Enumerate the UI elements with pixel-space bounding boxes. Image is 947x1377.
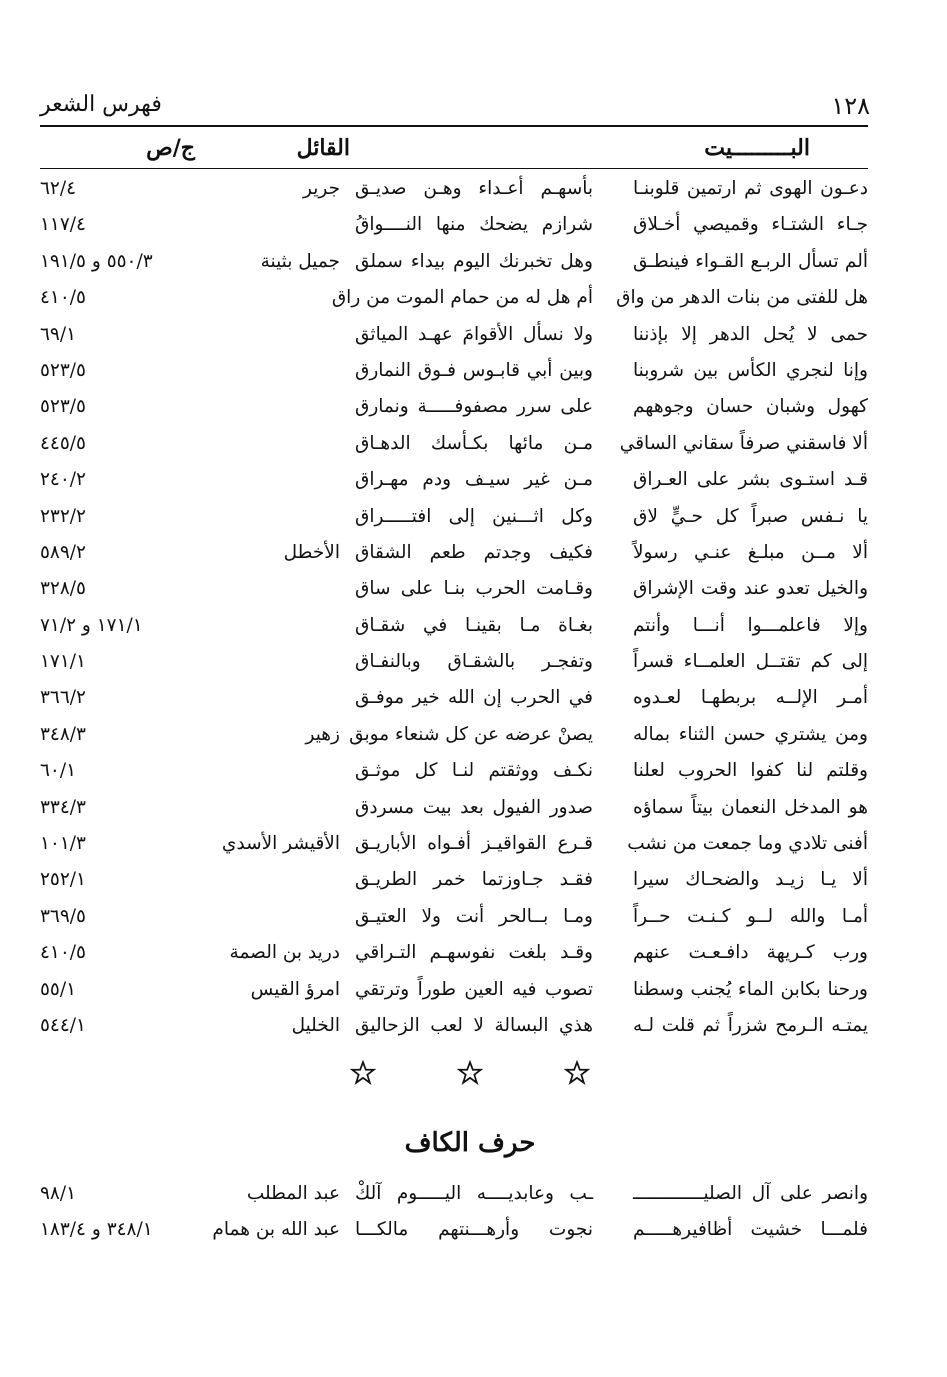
verse-first-hemistich: وانصر على آل الصليـــــــــــــ bbox=[633, 1183, 868, 1204]
verse-second-hemistich: وبين أبي قابـوس فـوق النمارق bbox=[355, 359, 593, 381]
volume-page-reference: ٣٢٨/٥ bbox=[40, 578, 86, 600]
verse-first-hemistich: وإلا فاعلمـــوا أنـــا وأنتم bbox=[633, 614, 868, 636]
table-row bbox=[40, 390, 868, 426]
verse-first-hemistich: دعـون الهوى ثم ارتمين قلوبنـا bbox=[633, 178, 868, 199]
table-row bbox=[40, 791, 868, 827]
verse-second-hemistich: فكيف وجدتم طعم الشقاق bbox=[355, 541, 593, 563]
volume-page-reference: ٥٥/١ bbox=[40, 978, 77, 1000]
running-title: فهرس الشعر bbox=[40, 92, 162, 117]
volume-page-reference: ٥٥٠/٣ و ١٩١/٥ bbox=[40, 250, 153, 272]
verse-second-hemistich: نجوت وأرهـــنتهم مالكـــا bbox=[355, 1219, 593, 1241]
volume-page-reference: ٣٦٩/٥ bbox=[40, 905, 86, 927]
table-row bbox=[40, 827, 868, 863]
verse-first-hemistich: قـد استـوى بشر على العـراق bbox=[633, 469, 868, 491]
table-row bbox=[40, 354, 868, 390]
star-icon bbox=[457, 1060, 483, 1086]
verse-second-hemistich: وتفجـر بالشقـاق وبالنفـاق bbox=[355, 651, 593, 673]
volume-page-reference: ٥٨٩/٢ bbox=[40, 541, 86, 563]
column-header-poet: القائل bbox=[296, 135, 350, 161]
verse-second-hemistich: ـب وعابديــــه اليـــــوم آلكْ bbox=[355, 1183, 593, 1204]
verse-first-hemistich: حمى لا يُحل الدهر إلا بإذننا bbox=[633, 323, 868, 345]
verse-first-hemistich: يمتـه الـرمح شزراً ثم قلت لـه bbox=[633, 1014, 868, 1036]
verse-first-hemistich: يا نـفس صبراً كل حـيٍّ لاق bbox=[633, 505, 868, 527]
verse-second-hemistich: أم هل له من حمام الموت من راق bbox=[331, 287, 593, 309]
verse-first-hemistich: فلمـــا خشيت أظافيرهـــــم bbox=[633, 1219, 868, 1241]
verse-second-hemistich: تصوب فيه العين طوراً وترتقي bbox=[355, 978, 593, 1000]
table-row bbox=[40, 1213, 868, 1249]
verse-first-hemistich: أمـا والله لــو كـنـت حــراً bbox=[633, 905, 868, 927]
table-row bbox=[40, 318, 868, 354]
verse-second-hemistich: وكل اثـــنين إلى افتـــــراق bbox=[355, 505, 593, 527]
volume-page-reference: ١٧١/١ bbox=[40, 651, 86, 673]
poet-name: الخليل bbox=[291, 1014, 340, 1036]
column-header-rule bbox=[40, 168, 868, 169]
verse-first-hemistich: ألا مــن مبلـغ عنـي رسولاً bbox=[633, 541, 868, 563]
volume-page-reference: ٢٣٢/٢ bbox=[40, 505, 86, 527]
verse-second-hemistich: شرازم يضحك منها النــــواقُ bbox=[355, 214, 593, 236]
volume-page-reference: ٦٠/١ bbox=[40, 760, 77, 782]
volume-page-reference: ٥٤٤/١ bbox=[40, 1014, 86, 1036]
volume-page-reference: ٤١٠/٥ bbox=[40, 287, 86, 309]
volume-page-reference: ٥٢٣/٥ bbox=[40, 396, 86, 418]
table-row bbox=[40, 1009, 868, 1045]
verse-second-hemistich: وقـامت الحرب بنـا على ساق bbox=[355, 578, 593, 600]
volume-page-reference: ٣٤٨/١ و ١٨٣/٤ bbox=[40, 1219, 153, 1241]
poet-name: جميل بثينة bbox=[260, 250, 340, 272]
verse-second-hemistich: وقـد بلغت نفوسهـم التـراقي bbox=[355, 942, 593, 964]
table-row bbox=[40, 463, 868, 499]
poet-name: جرير bbox=[303, 178, 340, 199]
page-number: ١٢٨ bbox=[831, 92, 870, 120]
volume-page-reference: ٢٥٢/١ bbox=[40, 869, 86, 891]
verse-second-hemistich: وهل تخبرنك اليوم بيداء سملق bbox=[355, 250, 593, 272]
table-row bbox=[40, 754, 868, 790]
poet-name: زهير bbox=[305, 723, 340, 745]
star-icon bbox=[350, 1060, 376, 1086]
table-row bbox=[40, 208, 868, 244]
poet-name: دريد بن الصمة bbox=[229, 942, 340, 964]
verse-second-hemistich: صدور الفيول بعد بيت مسردق bbox=[355, 796, 593, 818]
verse-second-hemistich: نكـف ووثقتم لنـا كل موثـق bbox=[355, 760, 593, 782]
table-row bbox=[40, 427, 868, 463]
verse-second-hemistich: في الحرب إن الله خير موفـق bbox=[355, 687, 593, 709]
verse-first-hemistich: وقلتم لنا كفوا الحروب لعلنا bbox=[633, 760, 868, 782]
volume-page-reference: ٦٩/١ bbox=[40, 323, 77, 345]
verse-second-hemistich: بغـاة مـا بقينـا في شقـاق bbox=[355, 614, 593, 636]
verse-first-hemistich: وإنا لنجري الكأس بين شروبنا bbox=[633, 359, 868, 381]
verse-first-hemistich: أفنى تلادي وما جمعت من نشب bbox=[627, 833, 868, 855]
volume-page-reference: ١٠١/٣ bbox=[40, 833, 86, 855]
volume-page-reference: ٩٨/١ bbox=[40, 1183, 77, 1204]
table-row bbox=[40, 500, 868, 536]
volume-page-reference: ١١٧/٤ bbox=[40, 214, 86, 236]
verse-second-hemistich: بأسهـم أعـداء وهـن صديـق bbox=[355, 178, 593, 199]
star-icon bbox=[564, 1060, 590, 1086]
verse-first-hemistich: ألا يـا زيـد والضحـاك سيرا bbox=[633, 869, 868, 891]
header-rule bbox=[40, 125, 868, 127]
verse-first-hemistich: ورحنا بكابن الماء يُجنب وسطنا bbox=[633, 978, 868, 1000]
column-header-verse: البـــــــــيت bbox=[704, 135, 810, 161]
table-row bbox=[40, 863, 868, 899]
volume-page-reference: ١٧١/١ و ٧١/٢ bbox=[40, 614, 143, 636]
verse-first-hemistich: كهول وشبان حسان وجوههم bbox=[633, 396, 868, 418]
verse-first-hemistich: إلى كم تقتــل العلمــاء قسراً bbox=[633, 651, 868, 673]
poet-name: عبد الله بن همام bbox=[212, 1219, 340, 1241]
poet-name: الأخطل bbox=[283, 541, 340, 563]
table-row bbox=[40, 572, 868, 608]
table-row bbox=[40, 645, 868, 681]
table-row bbox=[40, 681, 868, 717]
poet-name: امرؤ القيس bbox=[250, 978, 340, 1000]
volume-page-reference: ٥٢٣/٥ bbox=[40, 359, 86, 381]
verse-first-hemistich: هل للفتى من بنات الدهر من واق bbox=[616, 287, 868, 309]
table-row bbox=[40, 718, 868, 754]
table-row bbox=[40, 936, 868, 972]
volume-page-reference: ٣٣٤/٣ bbox=[40, 796, 86, 818]
volume-page-reference: ٣٤٨/٣ bbox=[40, 723, 86, 745]
poet-name: عبد المطلب bbox=[246, 1183, 340, 1204]
verse-index-table-kaf bbox=[40, 1177, 868, 1250]
poet-name: الأقيشر الأسدي bbox=[221, 833, 340, 855]
section-title: حرف الكاف bbox=[404, 1128, 536, 1158]
section-divider bbox=[350, 1060, 590, 1086]
verse-first-hemistich: والخيل تعدو عند وقت الإشراق bbox=[633, 578, 868, 600]
verse-first-hemistich: أمـر الإلــه بربطهـا لعـدوه bbox=[633, 687, 868, 709]
verse-second-hemistich: فقـد جـاوزتما خمر الطريـق bbox=[355, 869, 593, 891]
verse-second-hemistich: ولا نسأل الأقوامَ عهـد المياثق bbox=[355, 323, 593, 345]
verse-first-hemistich: ومن يشتري حسن الثناء بماله bbox=[633, 723, 868, 745]
verse-second-hemistich: هذي البسالة لا لعب الزحاليق bbox=[355, 1014, 593, 1036]
table-row bbox=[40, 609, 868, 645]
verse-first-hemistich: جـاء الشتـاء وقميصي أخـلاق bbox=[633, 214, 868, 236]
verse-second-hemistich: قـرع القواقيـز أفـواه الأباريـق bbox=[355, 833, 593, 855]
verse-second-hemistich: على سرر مصفوفـــــة ونمارق bbox=[355, 396, 593, 418]
volume-page-reference: ٦٢/٤ bbox=[40, 178, 77, 199]
verse-first-hemistich: ألا فاسقني صرفاً سقاني الساقي bbox=[619, 432, 868, 454]
verse-index-table bbox=[40, 172, 868, 1045]
table-row bbox=[40, 245, 868, 281]
verse-second-hemistich: يصنْ عرضه عن كل شنعاء موبق bbox=[349, 723, 593, 745]
table-row bbox=[40, 900, 868, 936]
volume-page-reference: ٢٤٠/٢ bbox=[40, 469, 86, 491]
table-row bbox=[40, 172, 868, 208]
table-row bbox=[40, 1177, 868, 1213]
verse-second-hemistich: مـن غير سيـف ودم مهـراق bbox=[355, 469, 593, 491]
verse-second-hemistich: ومـا بــالحر أنت ولا العتيـق bbox=[355, 905, 593, 927]
verse-first-hemistich: ألم تسأل الربـع القـواء فينطـق bbox=[633, 250, 868, 272]
volume-page-reference: ٤٤٥/٥ bbox=[40, 432, 86, 454]
table-row bbox=[40, 281, 868, 317]
volume-page-reference: ٤١٠/٥ bbox=[40, 942, 86, 964]
verse-first-hemistich: ورب كـريهة دافـعـت عنهم bbox=[633, 942, 868, 964]
table-row bbox=[40, 536, 868, 572]
verse-second-hemistich: مـن مائها بكـأسك الدهـاق bbox=[355, 432, 593, 454]
column-header-reference: ج/ص bbox=[146, 135, 195, 161]
volume-page-reference: ٣٦٦/٢ bbox=[40, 687, 86, 709]
verse-first-hemistich: هو المدخل النعمان بيتاً سماؤه bbox=[633, 796, 868, 818]
table-row bbox=[40, 973, 868, 1009]
